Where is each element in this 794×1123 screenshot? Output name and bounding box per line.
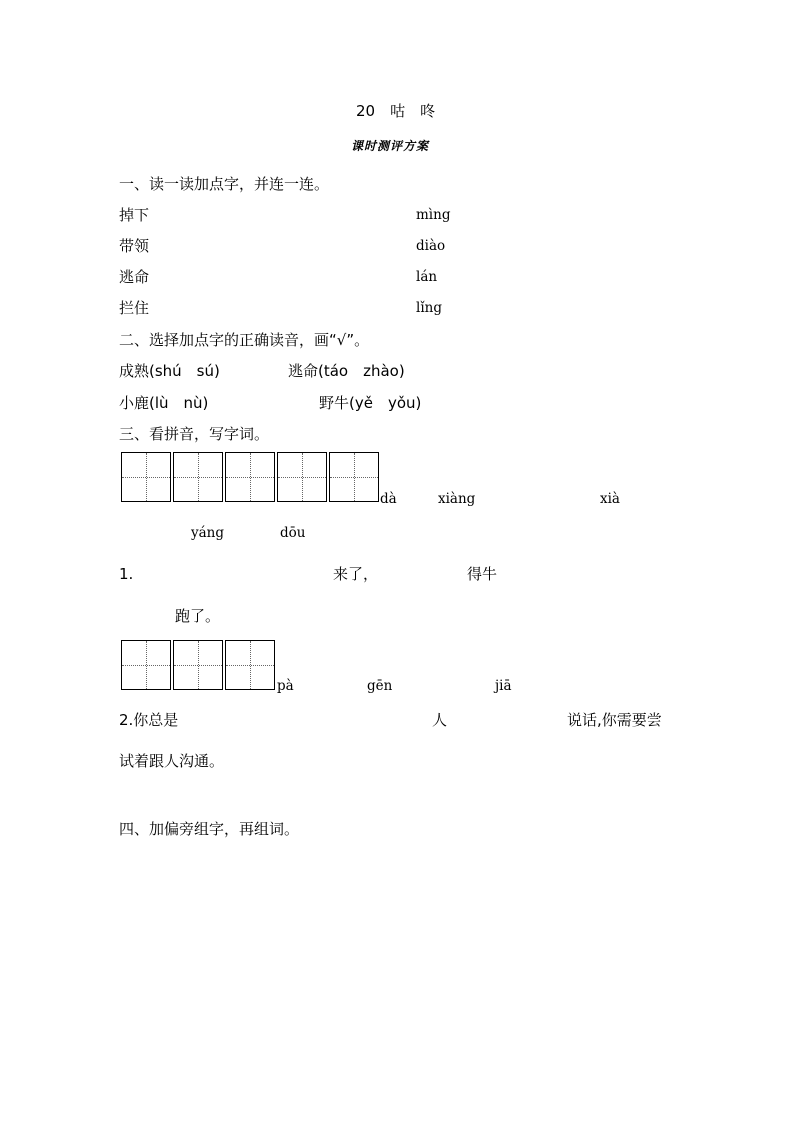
q3-pinyin-da: dà [380,491,397,507]
sentence-1-number: 1. [119,565,134,583]
writing-cell[interactable] [121,640,171,690]
writing-cell[interactable] [173,640,223,690]
question-2-title: 二、选择加点字的正确读音，画“√”。 [119,331,370,349]
q3-pinyin-dou: dōu [280,525,306,541]
q1-word-4: 拦住 [119,299,150,317]
q3-pinyin-xia: xià [600,491,620,507]
sentence-1-line-2: 跑了。 [175,607,221,625]
q3-pinyin-xiang: xiàng [438,491,476,507]
sentence-1-part-a: 来了， [333,565,379,583]
q1-pinyin-1: mìng [416,207,451,223]
writing-cell[interactable] [225,452,275,502]
writing-cell[interactable] [173,452,223,502]
sentence-2-part-b: 人 [432,711,448,729]
q2-item-2: 逃命(táo zhào) [288,362,405,380]
q3-pinyin-jia: jiā [495,678,512,694]
writing-cell[interactable] [329,452,379,502]
q3-pinyin-pa: pà [277,678,294,694]
q2-item-4: 野牛(yě yǒu) [319,394,422,412]
writing-cell[interactable] [225,640,275,690]
q2-item-3: 小鹿(lù nù) [119,394,209,412]
sentence-2-line-2: 试着跟人沟通。 [119,752,225,770]
writing-cell[interactable] [277,452,327,502]
sentence-1-part-b: 得牛 [467,565,498,583]
q1-pinyin-3: lán [416,269,438,285]
q2-item-1: 成熟(shú sú) [119,362,220,380]
q1-word-1: 掉下 [119,206,150,224]
q3-pinyin-gen: gēn [367,678,393,694]
question-4-title: 四、加偏旁组字，再组词。 [119,820,300,838]
page-title: 20 咕 咚 [356,102,436,120]
q1-pinyin-4: lǐng [416,300,442,316]
q1-word-3: 逃命 [119,268,150,286]
writing-cell[interactable] [121,452,171,502]
page-subtitle: 课时测评方案 [351,139,430,153]
writing-grid-row-2 [121,640,277,690]
writing-grid-row-1 [121,452,381,502]
q3-pinyin-yang: yáng [191,525,225,541]
question-3-title: 三、看拼音，写字词。 [119,425,270,443]
sentence-2-part-c: 说话,你需要尝 [567,711,662,729]
sentence-2-part-a: 2.你总是 [119,711,179,729]
q1-word-2: 带领 [119,237,150,255]
question-1-title: 一、读一读加点字，并连一连。 [119,175,330,193]
q1-pinyin-2: diào [416,238,446,254]
